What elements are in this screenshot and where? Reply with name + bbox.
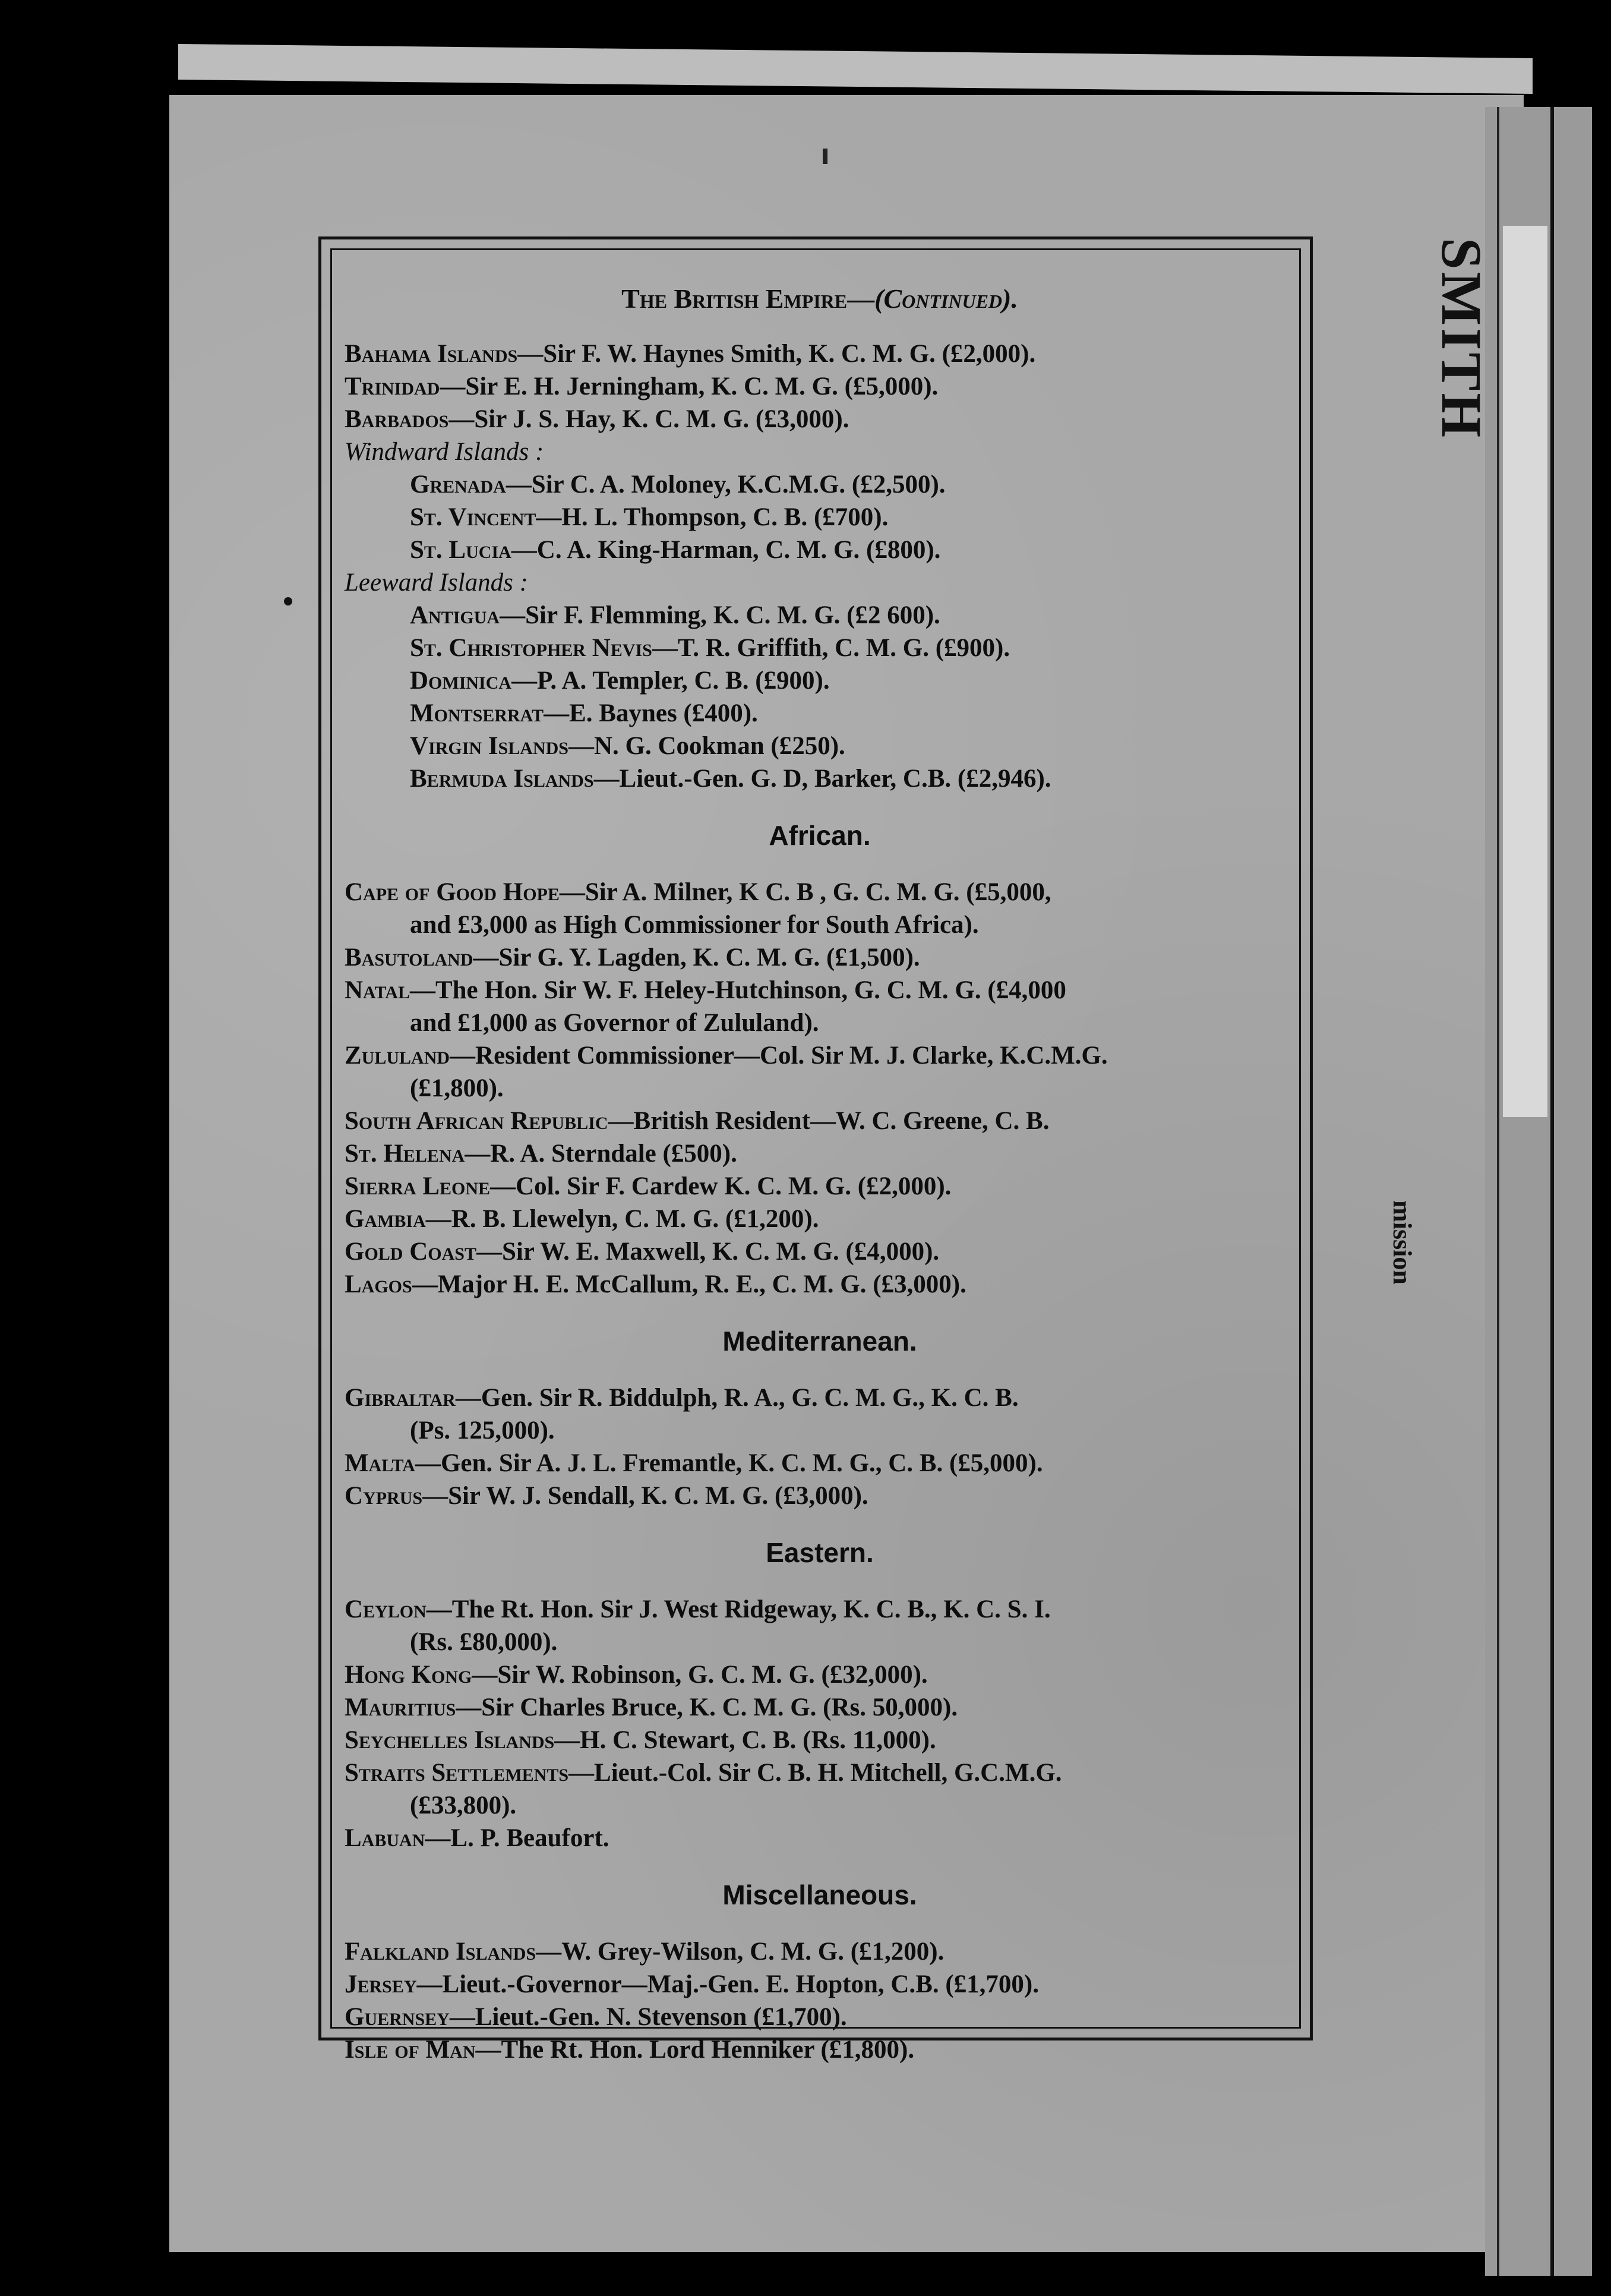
entry-row xyxy=(345,2033,1295,2066)
group-label-windward: Windward Islands : xyxy=(345,438,544,466)
entry-place: South African Republic xyxy=(345,1107,608,1135)
entry-row xyxy=(345,501,1295,534)
entry-place: Basutoland xyxy=(345,944,473,972)
entry-row xyxy=(345,1658,1295,1691)
entry-place: Gambia xyxy=(345,1205,426,1233)
page-header xyxy=(345,279,1295,318)
entry-place: Gold Coast xyxy=(345,1238,476,1266)
windward-list xyxy=(345,468,1295,566)
entry-place: Gibraltar xyxy=(345,1384,456,1412)
page-top-edge xyxy=(178,44,1533,94)
entry-row xyxy=(345,730,1295,762)
entry-place: Zululand xyxy=(345,1042,450,1070)
entry-text: —Gen. Sir R. Biddulph, R. A., G. C. M. G., K. C. B. xyxy=(455,1384,1019,1412)
entry-row xyxy=(345,1724,1295,1756)
entry-text: —Sir G. Y. Lagden, K. C. M. G. (£1,500). xyxy=(473,944,920,972)
entry-place: Montserrat xyxy=(410,699,544,727)
entry-text: —Gen. Sir A. J. L. Fremantle, K. C. M. G., C. B. (£5,000). xyxy=(415,1449,1043,1477)
entry-row xyxy=(345,632,1295,664)
entry-text: —Lieut.-Governor—Maj.-Gen. E. Hopton, C.B. (£1,700). xyxy=(416,1970,1039,1998)
entry-row xyxy=(345,468,1295,501)
document-content xyxy=(345,279,1295,2066)
entry-text: —C. A. King-Harman, C. M. G. (£800). xyxy=(511,536,941,564)
west-indies-list xyxy=(345,338,1295,436)
entry-row xyxy=(345,370,1295,403)
african-list xyxy=(345,876,1295,1301)
entry-row xyxy=(345,534,1295,566)
entry-text: —R. A. Sterndale (£500). xyxy=(465,1140,737,1168)
entry-text: —N. G. Cookman (£250). xyxy=(568,732,845,760)
entry-text: —E. Baynes (£400). xyxy=(544,699,758,727)
torn-paper xyxy=(1503,226,1547,1117)
entry-place: Hong Kong xyxy=(345,1661,472,1689)
entry-place: Straits Settlements xyxy=(345,1759,569,1787)
entry-text: —Sir C. A. Moloney, K.C.M.G. (£2,500). xyxy=(506,471,946,499)
entry-row xyxy=(345,1137,1295,1170)
entry-text: —P. A. Templer, C. B. (£900). xyxy=(511,667,830,695)
entry-text: —Sir F. W. Haynes Smith, K. C. M. G. (£2,000). xyxy=(517,340,1036,368)
ink-mark xyxy=(823,149,827,164)
entry-row xyxy=(345,876,1295,909)
entry-text: —Sir J. S. Hay, K. C. M. G. (£3,000). xyxy=(448,405,849,433)
entry-place: Bermuda Islands xyxy=(410,765,594,793)
page-edge-line xyxy=(1550,107,1554,2276)
entry-place: Barbados xyxy=(345,405,449,433)
entry-place: Natal xyxy=(345,976,410,1004)
entry-row xyxy=(345,599,1295,632)
entry-place: St. Vincent xyxy=(410,503,536,531)
entry-text: —R. B. Llewelyn, C. M. G. (£1,200). xyxy=(425,1205,819,1233)
entry-place: Mauritius xyxy=(345,1693,456,1721)
entry-place: Virgin Islands xyxy=(410,732,568,760)
section-title-eastern: Eastern. xyxy=(766,1537,874,1568)
entry-row xyxy=(345,1691,1295,1724)
entry-place: Falkland Islands xyxy=(345,1938,536,1966)
entry-text: —Lieut.-Col. Sir C. B. H. Mitchell, G.C.M.G. xyxy=(568,1759,1062,1787)
entry-place: St. Christopher Nevis xyxy=(410,634,652,662)
entry-row xyxy=(345,1968,1295,2001)
entry-continuation: (Rs. £80,000). xyxy=(410,1628,558,1656)
entry-place: Bahama Islands xyxy=(345,340,518,368)
entry-text: —H. L. Thompson, C. B. (£700). xyxy=(536,503,889,531)
entry-place: Labuan xyxy=(345,1824,425,1852)
entry-row xyxy=(345,1382,1295,1414)
entry-row xyxy=(345,1756,1295,1789)
entry-place: Grenada xyxy=(410,471,506,499)
entry-text: —Resident Commissioner—Col. Sir M. J. Clarke, K.C.M.G. xyxy=(450,1042,1108,1070)
entry-place: Ceylon xyxy=(345,1595,427,1623)
entry-place: Guernsey xyxy=(345,2003,450,2031)
entry-continuation: (£1,800). xyxy=(410,1074,504,1102)
header-continued: (Continued). xyxy=(874,283,1018,314)
adjacent-page-strip xyxy=(1485,107,1592,2276)
entry-text: —Sir W. E. Maxwell, K. C. M. G. (£4,000). xyxy=(476,1238,940,1266)
miscellaneous-list xyxy=(345,1935,1295,2066)
entry-row xyxy=(345,1203,1295,1235)
entry-place: Dominica xyxy=(410,667,512,695)
entry-row xyxy=(345,974,1295,1007)
section-title-mediterranean: Mediterranean. xyxy=(722,1326,917,1357)
entry-place: Malta xyxy=(345,1449,415,1477)
adjacent-page-text-top: SMITH xyxy=(1430,238,1493,440)
entry-continuation: (Ps. 125,000). xyxy=(410,1417,555,1445)
adjacent-page-text-middle: mission xyxy=(1388,1200,1417,1285)
eastern-list xyxy=(345,1593,1295,1855)
entry-row xyxy=(345,2001,1295,2033)
entry-text: —Sir Charles Bruce, K. C. M. G. (Rs. 50,000). xyxy=(456,1693,958,1721)
entry-place: Jersey xyxy=(345,1970,417,1998)
entry-place: Isle of Man xyxy=(345,2036,476,2064)
entry-text: —The Hon. Sir W. F. Heley-Hutchinson, G. C. M. G. (£4,000 xyxy=(409,976,1066,1004)
section-title-african: African. xyxy=(769,820,871,851)
entry-place: Cyprus xyxy=(345,1482,423,1510)
entry-row xyxy=(345,1935,1295,1968)
entry-row xyxy=(345,1593,1295,1626)
entry-continuation: (£33,800). xyxy=(410,1792,517,1819)
section-title-miscellaneous: Miscellaneous. xyxy=(722,1879,917,1910)
entry-text: —The Rt. Hon. Lord Henniker (£1,800). xyxy=(475,2036,915,2064)
entry-text: —Sir W. J. Sendall, K. C. M. G. (£3,000). xyxy=(422,1482,868,1510)
entry-text: —L. P. Beaufort. xyxy=(425,1824,609,1852)
entry-text: —Col. Sir F. Cardew K. C. M. G. (£2,000). xyxy=(490,1172,952,1200)
entry-text: —Lieut.-Gen. G. D, Barker, C.B. (£2,946). xyxy=(593,765,1051,793)
entry-row xyxy=(345,1822,1295,1855)
entry-row xyxy=(345,1235,1295,1268)
entry-row xyxy=(345,697,1295,730)
leeward-list xyxy=(345,599,1295,795)
entry-text: —The Rt. Hon. Sir J. West Ridgeway, K. C. B., K. C. S. I. xyxy=(426,1595,1051,1623)
group-label-leeward: Leeward Islands : xyxy=(345,569,528,597)
entry-row xyxy=(345,664,1295,697)
entry-place: Sierra Leone xyxy=(345,1172,491,1200)
entry-continuation: and £3,000 as High Commissioner for South Africa). xyxy=(410,911,979,939)
entry-place: St. Helena xyxy=(345,1140,465,1168)
entry-place: Seychelles Islands xyxy=(345,1726,555,1754)
entry-text: —Sir A. Milner, K C. B , G. C. M. G. (£5,000, xyxy=(559,878,1051,906)
entry-row xyxy=(345,1268,1295,1301)
entry-text: —Lieut.-Gen. N. Stevenson (£1,700). xyxy=(449,2003,847,2031)
entry-row xyxy=(345,1039,1295,1072)
entry-row xyxy=(345,338,1295,370)
entry-row xyxy=(345,762,1295,795)
entry-place: Trinidad xyxy=(345,373,440,400)
entry-row xyxy=(345,403,1295,436)
entry-text: —H. C. Stewart, C. B. (Rs. 11,000). xyxy=(554,1726,936,1754)
ink-dot xyxy=(284,597,292,605)
entry-row xyxy=(345,1105,1295,1137)
entry-place: Lagos xyxy=(345,1270,412,1298)
entry-place: Antigua xyxy=(410,601,500,629)
mediterranean-list xyxy=(345,1382,1295,1512)
entry-continuation: and £1,000 as Governor of Zululand). xyxy=(410,1009,819,1037)
entry-text: —T. R. Griffith, C. M. G. (£900). xyxy=(652,634,1010,662)
entry-text: —Sir E. H. Jerningham, K. C. M. G. (£5,000). xyxy=(440,373,939,400)
header-title: The British Empire— xyxy=(621,283,875,314)
entry-text: —W. Grey-Wilson, C. M. G. (£1,200). xyxy=(536,1938,945,1966)
entry-row xyxy=(345,1480,1295,1512)
entry-row xyxy=(345,941,1295,974)
entry-text: —Sir F. Flemming, K. C. M. G. (£2 600). xyxy=(500,601,940,629)
entry-place: Cape of Good Hope xyxy=(345,878,560,906)
entry-text: —Sir W. Robinson, G. C. M. G. (£32,000). xyxy=(472,1661,928,1689)
entry-row xyxy=(345,1447,1295,1480)
entry-text: —Major H. E. McCallum, R. E., C. M. G. (£3,000). xyxy=(412,1270,966,1298)
page-edge-line xyxy=(1497,107,1499,2276)
entry-place: St. Lucia xyxy=(410,536,511,564)
entry-row xyxy=(345,1170,1295,1203)
entry-text: —British Resident—W. C. Greene, C. B. xyxy=(608,1107,1050,1135)
